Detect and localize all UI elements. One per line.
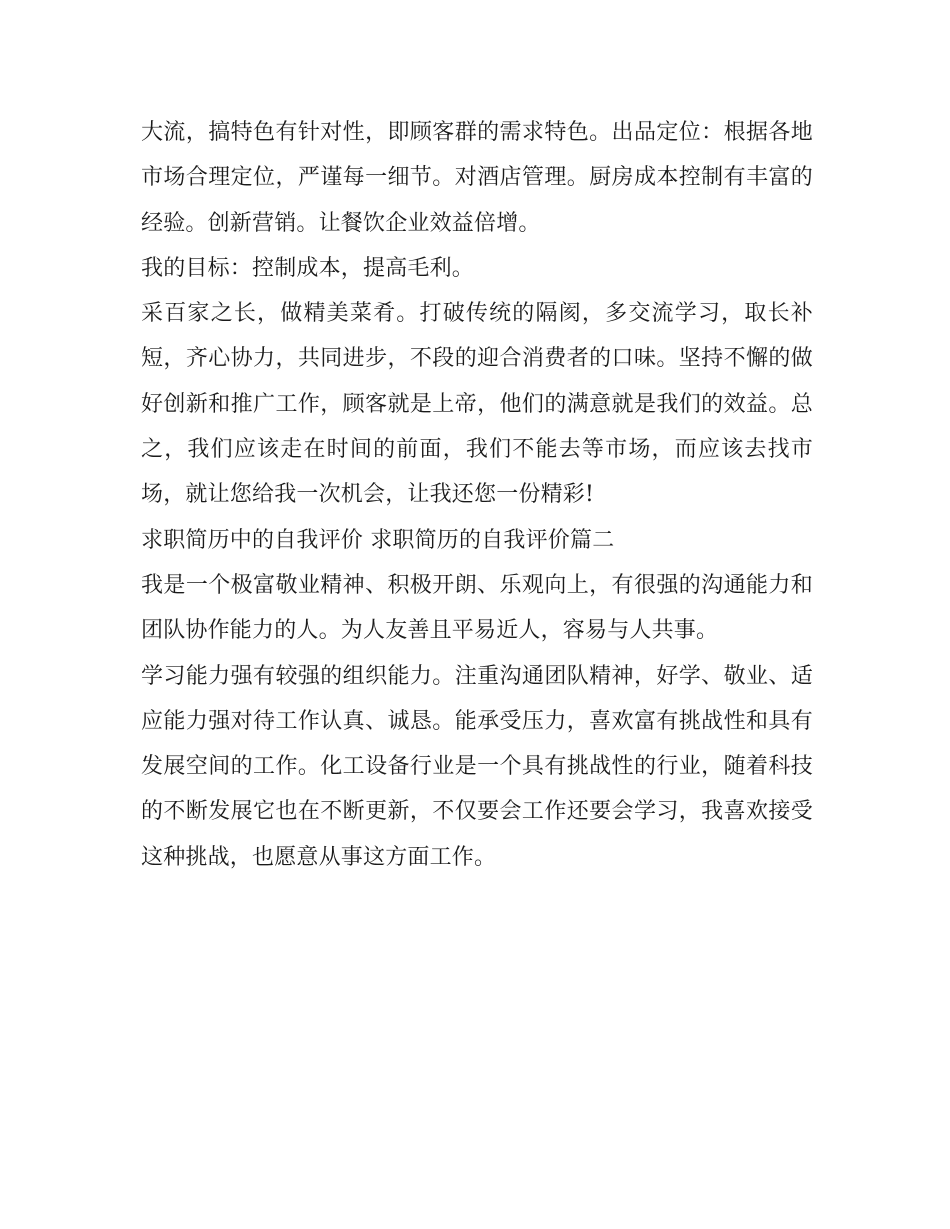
section-heading: 求职简历中的自我评价 求职简历的自我评价篇二 bbox=[141, 527, 615, 553]
paragraph-4: 我是一个极富敬业精神、积极开朗、乐观向上，有很强的沟通能力和团队协作能力的人。为人友善且平易近人，容易与人共事。 bbox=[141, 572, 813, 644]
paragraph-2: 我的目标：控制成本，提高毛利。 bbox=[141, 255, 475, 281]
paragraph-3: 采百家之长，做精美菜肴。打破传统的隔阂，多交流学习，取长补短，齐心协力，共同进步，不段的迎合消费者的口味。坚持不懈的做好创新和推广工作，顾客就是上帝，他们的满意就是我们的效益。总之，我们应该走在时间的前面，我们不能去等市场，而应该去找市场，就让您给我一次机会，让我还您一份精彩! bbox=[141, 301, 813, 508]
paragraph-1: 大流，搞特色有针对性，即顾客群的需求特色。出品定位：根据各地市场合理定位，严谨每一细节。对酒店管理。厨房成本控制有丰富的经验。创新营销。让餐饮企业效益倍增。 bbox=[141, 120, 813, 236]
paragraph-5: 学习能力强有较强的组织能力。注重沟通团队精神，好学、敬业、适应能力强对待工作认真、诚恳。能承受压力，喜欢富有挑战性和具有发展空间的工作。化工设备行业是一个具有挑战性的行业，随着科技的不断发展它也在不断更新，不仅要会工作还要会学习，我喜欢接受这种挑战，也愿意从事这方面工作。 bbox=[141, 663, 813, 870]
document-body bbox=[141, 110, 813, 880]
